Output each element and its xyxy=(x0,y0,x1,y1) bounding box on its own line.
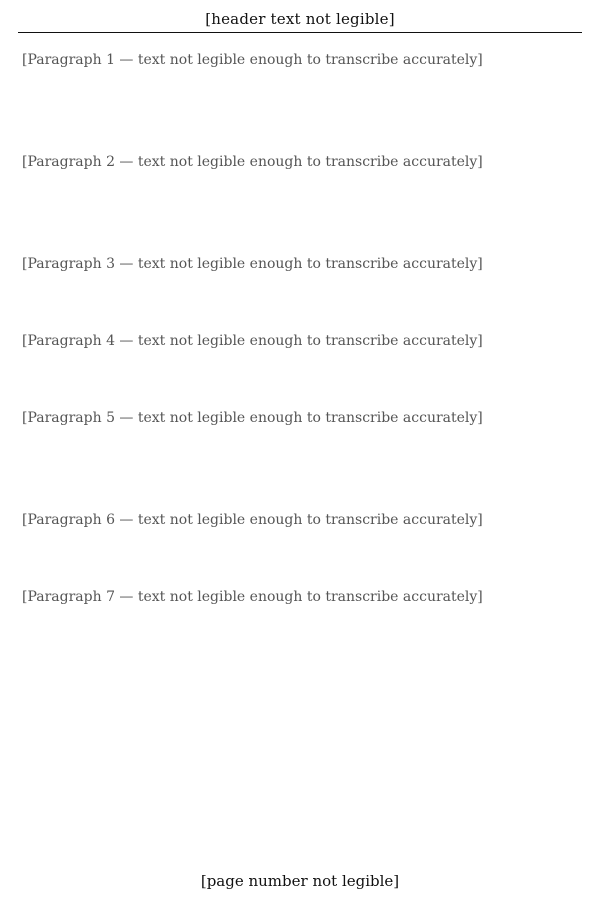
header-rule xyxy=(18,32,582,33)
page-number: [page number not legible] xyxy=(200,872,400,890)
running-header: [header text not legible] xyxy=(205,10,395,28)
paragraph-6: [Paragraph 6 — text not legible enough to transcribe accurately] xyxy=(22,512,483,528)
paragraph-3: [Paragraph 3 — text not legible enough to transcribe accurately] xyxy=(22,256,483,272)
body-text xyxy=(18,43,582,615)
paragraph-5: [Paragraph 5 — text not legible enough to transcribe accurately] xyxy=(22,410,483,426)
paragraph-2: [Paragraph 2 — text not legible enough to transcribe accurately] xyxy=(22,154,483,170)
paragraph-4: [Paragraph 4 — text not legible enough to transcribe accurately] xyxy=(22,333,483,349)
paragraph-1: [Paragraph 1 — text not legible enough to transcribe accurately] xyxy=(22,52,483,68)
paragraph-7: [Paragraph 7 — text not legible enough to transcribe accurately] xyxy=(22,589,483,605)
